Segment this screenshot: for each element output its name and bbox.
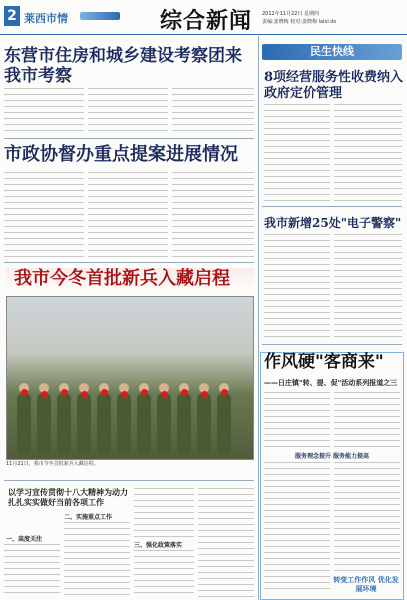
soldier-figure [77,393,91,453]
page-number: 2 [4,6,20,26]
article-subhead: 三、强化政策落实 [134,542,183,549]
article-body [334,392,400,448]
article-headline: 8项经营服务性收费纳入政府定价管理 [264,70,404,101]
red-flower-icon [101,389,108,396]
footer-slogan: 转变工作作风 优化发展环境 [333,576,399,593]
article-headline: 市政协督办重点提案进展情况 [4,144,238,165]
soldier-figure [117,393,131,453]
article-body [264,234,330,340]
header-rule [0,34,407,35]
article-body [172,172,254,258]
red-flower-icon [21,389,28,396]
soldier-figure [37,393,51,453]
article-body [334,234,402,340]
article-subhead: ——日庄镇"转、提、促"活动系列报道之三 [264,379,398,387]
column-banner: 民生快线 [262,44,402,60]
article-divider [4,262,254,263]
date-line: 2012年11月22日 星期四 [262,11,320,17]
article-body [134,488,194,538]
article-body [4,88,84,136]
article-headline: 东营市住房和城乡建设考察团来我市考察 [4,46,242,86]
red-flower-icon [41,391,48,398]
soldier-figure [97,393,111,453]
article-body [264,462,330,594]
article-divider [262,206,402,207]
red-flower-icon [221,389,228,396]
article-divider [4,480,254,481]
article-body [88,172,168,258]
red-flower-icon [181,389,188,396]
soldier-figure [57,393,71,453]
article-body [88,88,168,136]
feature-photo [6,296,254,460]
soldier-figure [177,393,191,453]
article-body [134,550,194,598]
article-body [198,488,254,598]
article-body [334,104,402,202]
article-body [264,104,330,202]
article-subhead: 一、高度关注 [6,536,43,543]
red-flower-icon [161,391,168,398]
article-body [4,172,84,258]
soldier-figure [137,393,151,453]
article-body [264,392,330,448]
article-body [334,462,400,572]
article-headline: 以学习宣传贯彻十八大精神为动力 扎扎实实做好当前各项工作 [8,488,128,507]
photo-caption: 11月21日，我市今冬首批新兵入藏启程。 [6,461,99,467]
article-divider [4,138,254,139]
red-flower-icon [141,389,148,396]
soldier-figure [17,393,31,453]
article-divider [262,344,402,345]
soldier-figure [217,393,231,453]
red-flower-icon [81,391,88,398]
article-body [4,544,60,598]
masthead: 综合新闻 [160,8,253,34]
soldier-figure [157,393,171,453]
article-body [172,88,254,136]
red-flower-icon [121,391,128,398]
feature-title: 我市今冬首批新兵入藏启程 [14,268,230,289]
article-subhead: 二、实施重点工作 [64,514,113,521]
red-flower-icon [201,391,208,398]
article-headline: 我市新增25处"电子警察" [264,216,402,230]
article-subhead: 服务理念提升 服务能力提高 [294,453,370,460]
red-flower-icon [61,389,68,396]
soldier-figure [197,393,211,453]
column-divider [258,36,259,600]
meta-line: 责编:姜晓梅 校对:姜晓梅 laixi.ds [262,19,337,25]
article-headline: 作风硬"客商来" [264,352,384,372]
article-body [64,522,130,598]
section-tag: 莱西市情 [24,12,68,25]
header-decoration [80,12,120,20]
